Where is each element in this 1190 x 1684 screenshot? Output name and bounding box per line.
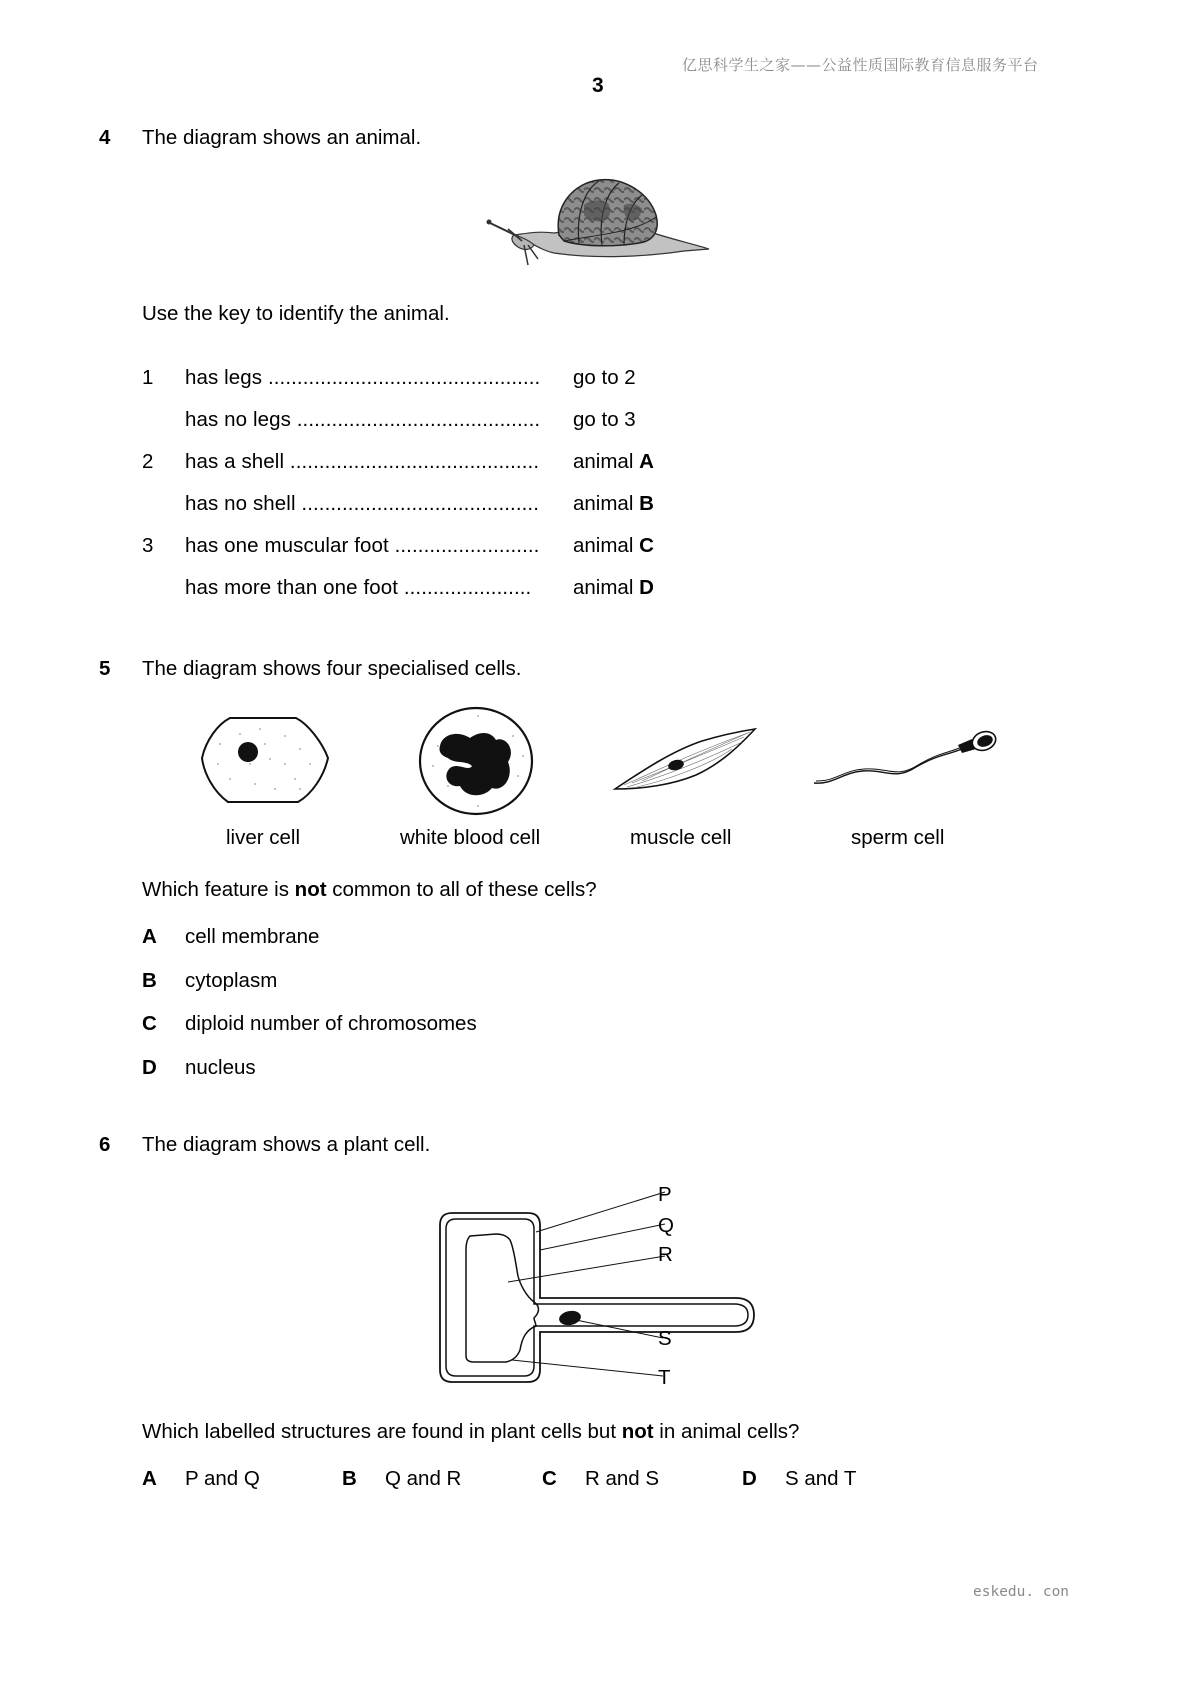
key-statement: has one muscular foot ......................... xyxy=(185,534,540,557)
question-5-stem: The diagram shows four specialised cells. xyxy=(142,657,522,680)
key-statement: has a shell ........................................... xyxy=(185,450,540,473)
sperm-cell-diagram xyxy=(812,727,998,787)
key-statement: has no legs .......................................... xyxy=(185,408,541,431)
option-text: cell membrane xyxy=(185,925,320,948)
question-6-prompt: Which labelled structures are found in plant cells but not in animal cells? xyxy=(142,1420,800,1443)
option-text: Q and R xyxy=(385,1467,462,1490)
question-6-stem: The diagram shows a plant cell. xyxy=(142,1133,431,1156)
option-text: P and Q xyxy=(185,1467,260,1490)
key-dot-leader: ........................................... xyxy=(289,450,540,473)
option-letter: D xyxy=(742,1467,757,1490)
diagram-label-r: R xyxy=(658,1243,673,1266)
question-4-number: 4 xyxy=(99,126,111,149)
option-letter: B xyxy=(342,1467,357,1490)
option-letter: C xyxy=(142,1012,157,1035)
key-result: animal D xyxy=(573,576,654,599)
snail-diagram xyxy=(484,175,710,277)
option-text: cytoplasm xyxy=(185,969,278,992)
key-result: go to 3 xyxy=(573,408,636,431)
key-result: go to 2 xyxy=(573,366,636,389)
key-result: animal B xyxy=(573,492,654,515)
header-watermark: 亿思科学生之家——公益性质国际教育信息服务平台 xyxy=(682,56,1039,74)
question-5-number: 5 xyxy=(99,657,111,680)
diagram-label-p: P xyxy=(658,1183,672,1206)
diagram-label-q: Q xyxy=(658,1214,674,1237)
key-dot-leader: .......................................... xyxy=(296,408,541,431)
key-result: animal C xyxy=(573,534,654,557)
option-text: diploid number of chromosomes xyxy=(185,1012,477,1035)
plant-cell-diagram xyxy=(436,1180,756,1380)
option-letter: A xyxy=(142,1467,157,1490)
key-statement: has more than one foot ...................... xyxy=(185,576,532,599)
option-text: R and S xyxy=(585,1467,660,1490)
page-number: 3 xyxy=(592,74,604,97)
diagram-label-t: T xyxy=(658,1366,671,1389)
option-letter: D xyxy=(142,1056,157,1079)
key-statement: has no shell ......................................... xyxy=(185,492,540,515)
key-step-number: 1 xyxy=(142,366,154,389)
key-statement: has legs ............................................... xyxy=(185,366,541,389)
cell-label: sperm cell xyxy=(851,826,945,849)
question-4-stem: The diagram shows an animal. xyxy=(142,126,422,149)
question-6-number: 6 xyxy=(99,1133,111,1156)
key-dot-leader: ...................... xyxy=(403,576,532,599)
option-letter: A xyxy=(142,925,157,948)
key-dot-leader: ......................... xyxy=(394,534,540,557)
muscle-cell-diagram xyxy=(612,727,758,793)
option-letter: C xyxy=(542,1467,557,1490)
liver-cell-diagram xyxy=(200,714,330,806)
white-blood-cell-diagram xyxy=(418,706,534,816)
option-text: S and T xyxy=(785,1467,857,1490)
footer-site: eskedu. con xyxy=(973,1584,1070,1600)
diagram-label-s: S xyxy=(658,1327,672,1350)
cell-label: liver cell xyxy=(226,826,301,849)
key-result: animal A xyxy=(573,450,654,473)
option-letter: B xyxy=(142,969,157,992)
key-step-number: 2 xyxy=(142,450,154,473)
key-dot-leader: ............................................... xyxy=(267,366,541,389)
cell-label: white blood cell xyxy=(400,826,541,849)
option-text: nucleus xyxy=(185,1056,256,1079)
cell-label: muscle cell xyxy=(630,826,732,849)
key-step-number: 3 xyxy=(142,534,154,557)
question-4-instruction: Use the key to identify the animal. xyxy=(142,302,450,325)
key-dot-leader: ......................................... xyxy=(301,492,540,515)
question-5-prompt: Which feature is not common to all of these cells? xyxy=(142,878,597,901)
